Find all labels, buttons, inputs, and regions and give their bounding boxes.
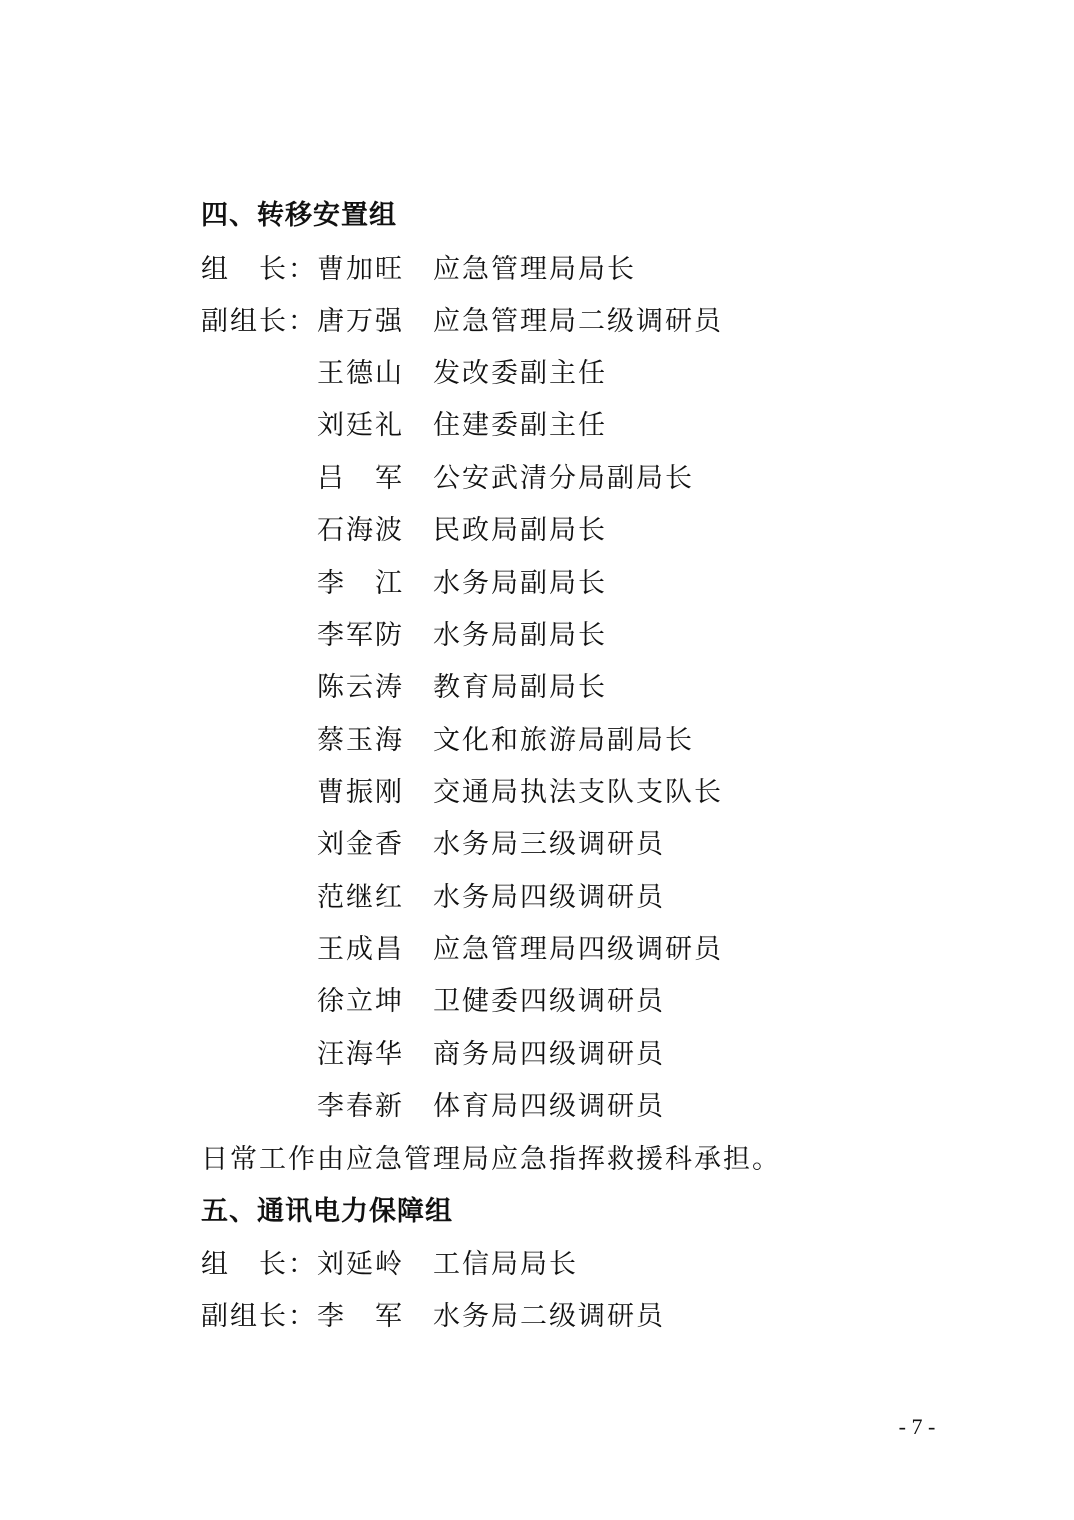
- leader-role-label: 组 长：: [201, 1249, 317, 1280]
- member-name: 李春新: [317, 1091, 404, 1122]
- member-title: 民政局副局长: [433, 515, 607, 546]
- member-name: 蔡玉海: [317, 725, 404, 756]
- member-name: 徐立坤: [317, 986, 404, 1017]
- member-name: 李军防: [317, 620, 404, 651]
- member-title: 水务局三级调研员: [433, 829, 665, 860]
- leader-name: 曹加旺: [317, 254, 404, 285]
- member-title: 体育局四级调研员: [433, 1091, 665, 1122]
- daily-work-note: 日常工作由应急管理局应急指挥救援科承担。: [201, 1144, 781, 1175]
- member-name: 陈云涛: [317, 672, 404, 703]
- leader-title: 应急管理局局长: [433, 254, 636, 285]
- member-name: 刘廷礼: [317, 410, 404, 441]
- deputy-role-label: 副组长：: [201, 306, 317, 337]
- member-name: 刘金香: [317, 829, 404, 860]
- member-name: 唐万强: [317, 306, 404, 337]
- member-name: 范继红: [317, 882, 404, 913]
- member-title: 应急管理局二级调研员: [433, 306, 723, 337]
- member-name: 石海波: [317, 515, 404, 546]
- member-title: 公安武清分局副局长: [433, 463, 694, 494]
- member-name: 汪海华: [317, 1039, 404, 1070]
- section-heading-communications: 五、通讯电力保障组: [201, 1196, 453, 1227]
- member-title: 文化和旅游局副局长: [433, 725, 694, 756]
- member-title: 水务局副局长: [433, 568, 607, 599]
- member-name: 王成昌: [317, 934, 404, 965]
- page-number: - 7 -: [898, 1414, 936, 1439]
- member-name: 王德山: [317, 358, 404, 389]
- member-title: 住建委副主任: [433, 410, 607, 441]
- member-title: 卫健委四级调研员: [433, 986, 665, 1017]
- member-title: 发改委副主任: [433, 358, 607, 389]
- member-title: 水务局四级调研员: [433, 882, 665, 913]
- member-title: 交通局执法支队支队长: [433, 777, 723, 808]
- section-heading-relocation: 四、转移安置组: [201, 200, 397, 231]
- leader-title: 工信局局长: [433, 1249, 578, 1280]
- leader-name: 刘延岭: [317, 1249, 404, 1280]
- member-title: 应急管理局四级调研员: [433, 934, 723, 965]
- deputy-name: 李 军: [317, 1301, 404, 1332]
- deputy-role-label: 副组长：: [201, 1301, 317, 1332]
- member-title: 水务局副局长: [433, 620, 607, 651]
- member-title: 教育局副局长: [433, 672, 607, 703]
- member-name: 李 江: [317, 568, 404, 599]
- member-name: 吕 军: [317, 463, 404, 494]
- member-name: 曹振刚: [317, 777, 404, 808]
- member-title: 商务局四级调研员: [433, 1039, 665, 1070]
- leader-role-label: 组 长：: [201, 254, 317, 285]
- deputy-title: 水务局二级调研员: [433, 1301, 665, 1332]
